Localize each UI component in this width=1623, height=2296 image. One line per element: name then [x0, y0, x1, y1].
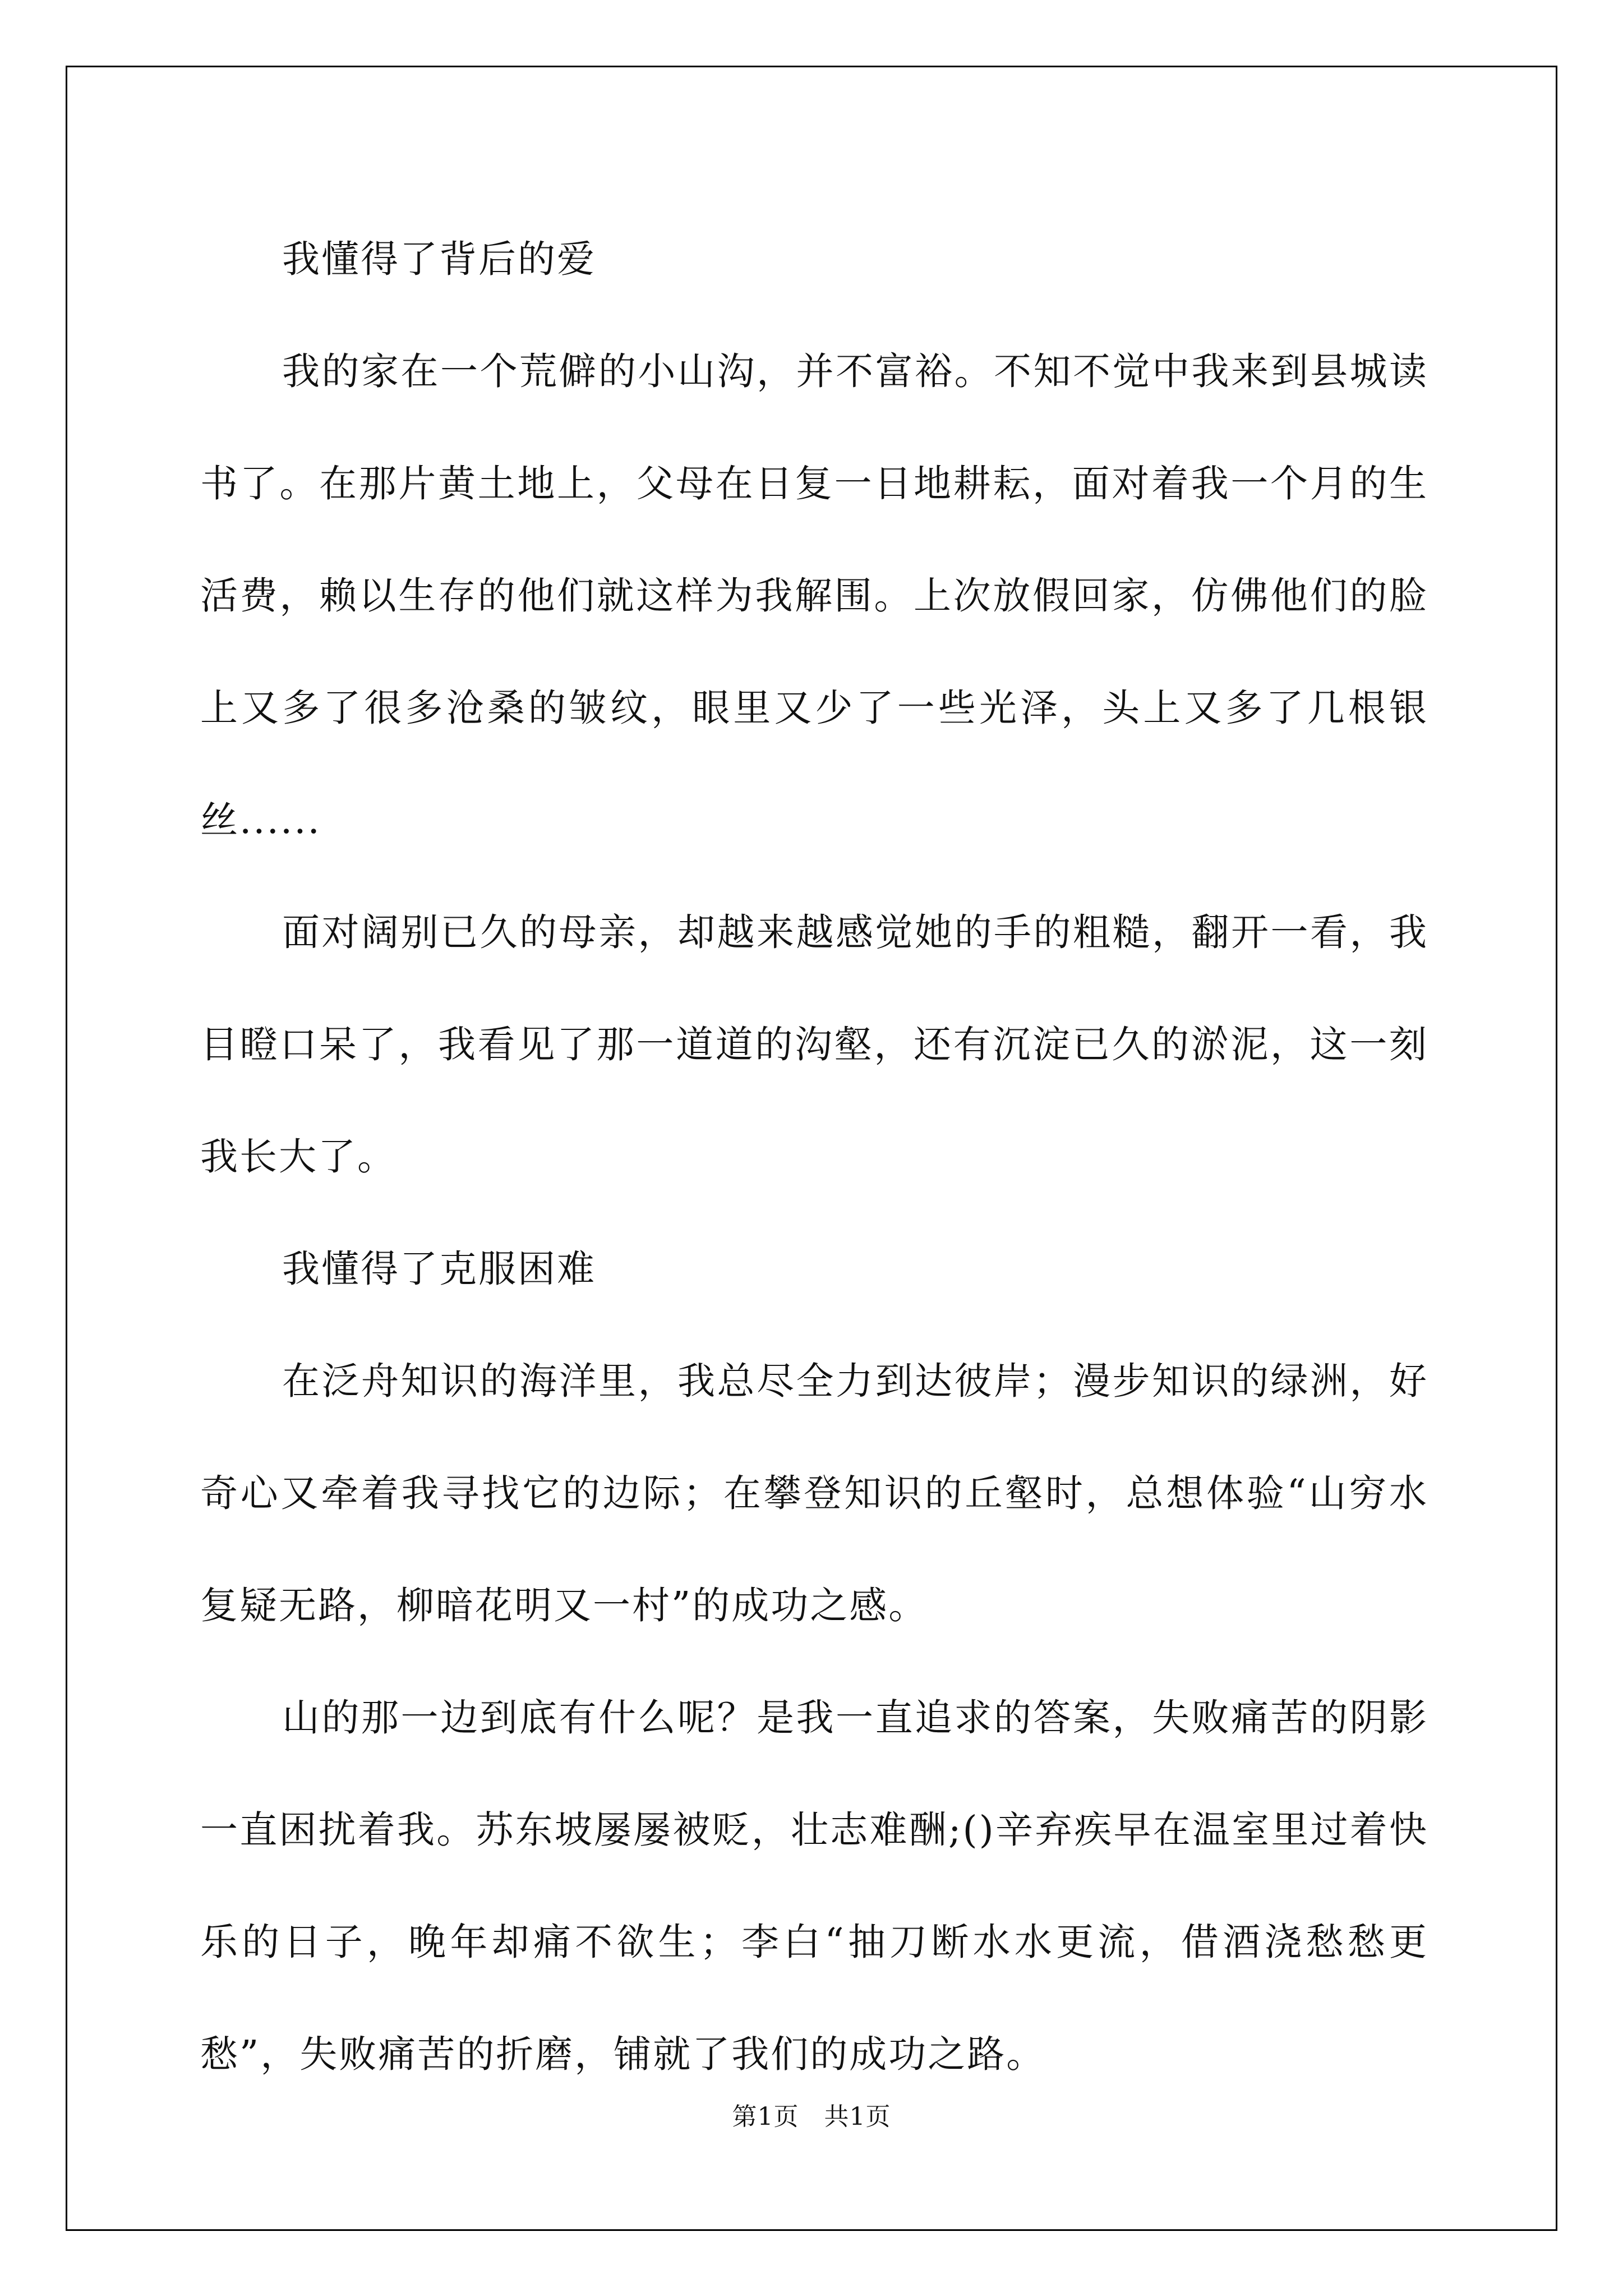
document-body — [200, 203, 1428, 2110]
paragraph-mother: 面对阔别已久的母亲，却越来越感觉她的手的粗糙，翻开一看，我目瞪口呆了，我看见了那一道道的沟壑，还有沉淀已久的淤泥，这一刻我长大了。 — [200, 910, 1428, 1179]
page-number-footer: 第1页 共1页 — [732, 2102, 891, 2131]
heading-love-behind: 我懂得了背后的爱 — [282, 237, 596, 281]
heading-overcome-difficulty: 我懂得了克服困难 — [282, 1247, 596, 1291]
paragraph-home: 我的家在一个荒僻的小山沟，并不富裕。不知不觉中我来到县城读书了。在那片黄土地上，父母在日复一日地耕耘，面对着我一个月的生活费，赖以生存的他们就这样为我解围。上次放假回家，仿佛他们的脸上又多了很多沧桑的皱纹，眼里又少了一些光泽，头上又多了几根银丝...... — [200, 349, 1428, 842]
paragraph-knowledge: 在泛舟知识的海洋里，我总尽全力到达彼岸；漫步知识的绿洲，好奇心又牵着我寻找它的边际；在攀登知识的丘壑时，总想体验“山穷水复疑无路，柳暗花明又一村”的成功之感。 — [200, 1359, 1428, 1627]
paragraph-mountain: 山的那一边到底有什么呢？是我一直追求的答案，失败痛苦的阴影一直困扰着我。苏东坡屡屡被贬，壮志难酬;()辛弃疾早在温室里过着快乐的日子，晚年却痛不欲生；李白“抽刀断水水更流，借酒浇愁愁更愁”，失败痛苦的折磨，铺就了我们的成功之路。 — [200, 1696, 1428, 2076]
